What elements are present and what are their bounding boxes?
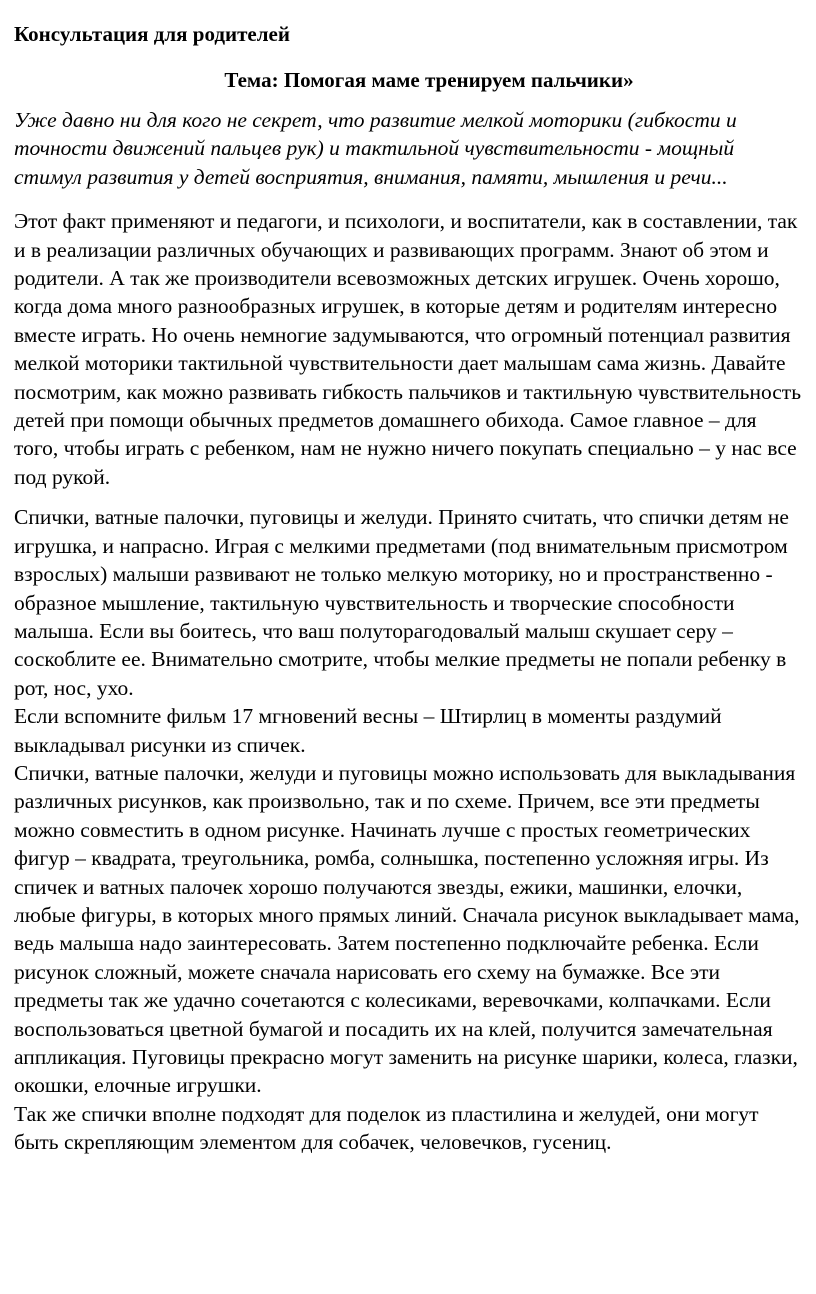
document-topic: Тема: Помогая маме тренируем пальчики» bbox=[224, 68, 634, 92]
body-paragraph-4: Спички, ватные палочки, желуди и пуговицы можно использовать для выкладывания различных рисунков, как произвольно, так и по схеме. Причем, все эти предметы можно совместить в одном рисунке. Начинать лучше с простых геометрических фигур – квадрата, треугольника, ромба, солнышка, постепенно усложняя игры. Из спичек и ватных палочек хорошо получаются звезды, ежики, машинки, елочки, любые фигуры, в которых много прямых линий. Сначала рисунок выкладывает мама, ведь малыша надо заинтересовать. Затем постепенно подключайте ребенка. Если рисунок сложный, можете сначала нарисовать его схему на бумажке. Все эти предметы так же удачно сочетаются с колесиками, веревочками, колпачками. Если воспользоваться цветной бумагой и посадить их на клей, получится замечательная аппликация. Пуговицы прекрасно могут заменить на рисунке шарики, колеса, глазки, окошки, елочные игрушки. bbox=[14, 760, 800, 1098]
body-paragraph-2: Спички, ватные палочки, пуговицы и желуди. Принято считать, что спички детям не игрушка, и напрасно. Играя с мелкими предметами (под внимательным присмотром взрослых) малыши развивают не только мелкую моторику, но и пространственно - образное мышление, тактильную чувствительность и творческие способности малыша. Если вы боитесь, что ваш полуторагодовалый малыш скушает серу – соскоблите ее. Внимательно смотрите, чтобы мелкие предметы не попали ребенку в рот, нос, ухо. bbox=[14, 505, 789, 700]
body-paragraph-3: Если вспомните фильм 17 мгновений весны – Штирлиц в моменты раздумий выкладывал рисунки из спичек. bbox=[14, 704, 722, 757]
body-paragraph-5: Так же спички вполне подходят для поделок из пластилина и желудей, они могут быть скрепляющим элементом для собачек, человечков, гусениц. bbox=[14, 1101, 759, 1155]
body-paragraph-1: Этот факт применяют и педагоги, и психологи, и воспитатели, как в составлении, так и в реализации различных обучающих и развивающих программ. Знают об этом и родители. А так же производители всевозможных детских игрушек. Очень хорошо, когда дома много разнообразных игрушек, в которые детям и родителям интересно вместе играть. Но очень немногие задумываются, что огромный потенциал развития мелкой моторики тактильной чувствительности дает малышам сама жизнь. Давайте посмотрим, как можно развивать гибкость пальчиков и тактильную чувствительность детей при помощи обычных предметов домашнего обихода. Самое главное – для того, чтобы играть с ребенком, нам не нужно ничего покупать специально – у нас все под рукой. bbox=[14, 209, 802, 489]
document-header: Консультация для родителей bbox=[14, 22, 290, 46]
document-page bbox=[14, 20, 804, 1157]
intro-paragraph: Уже давно ни для кого не секрет, что развитие мелкой моторики (гибкости и точности движений пальцев рук) и тактильной чувствительности - мощный стимул развития у детей восприятия, внимания, памяти, мышления и речи... bbox=[14, 108, 737, 189]
